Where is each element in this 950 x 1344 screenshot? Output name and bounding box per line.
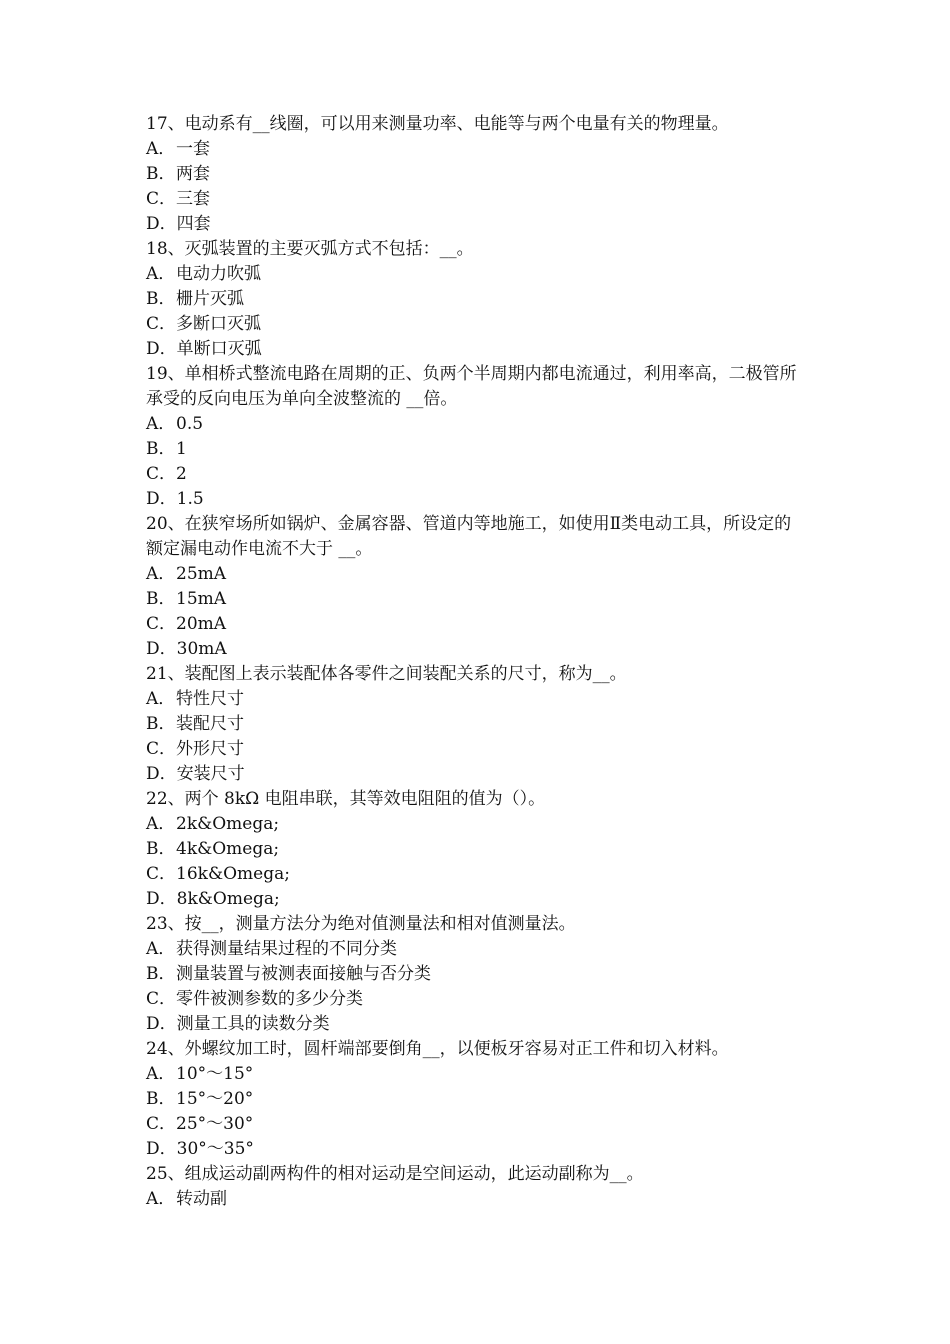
option-letter: B． [146,714,176,734]
question-20-option-a [146,562,808,587]
option-letter: D． [146,889,177,909]
option-letter: A． [146,1064,176,1084]
option-text: 栅片灭弧 [176,289,244,309]
option-text: 15mA [176,589,227,609]
option-text: 特性尺寸 [176,689,244,709]
question-21-option-a [146,687,808,712]
question-21-text: 21、装配图上表示装配体各零件之间装配关系的尺寸，称为__。 [146,664,627,684]
option-text: 单断口灭弧 [176,339,262,359]
option-text: 多断口灭弧 [176,314,262,334]
question-22-text: 22、两个 8kΩ 电阻串联，其等效电阻阻的值为（）。 [146,789,546,809]
option-text: 外形尺寸 [176,739,245,759]
option-letter: D． [146,339,177,359]
option-letter: A． [146,689,176,709]
option-letter: D． [146,1139,177,1159]
option-letter: C． [146,614,177,634]
option-text: 测量装置与被测表面接触与否分类 [176,964,431,984]
question-23-option-b [146,962,808,987]
question-19-option-d [146,487,808,512]
option-text: 转动副 [176,1189,227,1209]
question-19-option-a [146,412,808,437]
question-22-option-c [146,862,808,887]
question-20-option-b [146,587,808,612]
question-24-option-d [146,1137,808,1162]
question-23-text: 23、按__，测量方法分为绝对值测量法和相对值测量法。 [146,914,576,934]
option-text: 2 [176,464,187,484]
option-letter: C． [146,464,177,484]
option-letter: B． [146,439,176,459]
question-17-option-c [146,187,808,212]
option-text: 装配尺寸 [176,714,244,734]
question-20-option-d [146,637,808,662]
question-23-option-d [146,1012,808,1037]
option-letter: C． [146,314,177,334]
question-20-text: 20、在狭窄场所如锅炉、金属容器、管道内等地施工，如使用Ⅱ类电动工具，所设定的额定漏电动作电流不大于 __。 [146,514,792,559]
option-letter: A． [146,1189,176,1209]
option-letter: C． [146,739,177,759]
option-letter: B． [146,164,176,184]
option-letter: C． [146,864,177,884]
option-text: 安装尺寸 [176,764,245,784]
question-list [146,112,808,1212]
option-letter: D． [146,489,177,509]
option-text: 10°～15° [176,1064,254,1084]
option-text: 电动力吹弧 [176,264,261,284]
option-text: 16k&Omega; [176,864,290,884]
question-22-option-d [146,887,808,912]
option-letter: A． [146,564,176,584]
question-18-option-a [146,262,808,287]
question-17-option-a [146,137,808,162]
option-text: 四套 [176,214,211,234]
question-21-option-d [146,762,808,787]
question-19-option-b [146,437,808,462]
question-23-option-c [146,987,808,1012]
question-18-option-c [146,312,808,337]
question-22-option-b [146,837,808,862]
question-22-option-a [146,812,808,837]
option-text: 30°～35° [176,1139,254,1159]
option-letter: A． [146,414,176,434]
option-letter: D． [146,764,177,784]
option-letter: D． [146,639,177,659]
option-text: 两套 [176,164,210,184]
question-18-option-d [146,337,808,362]
option-text: 30mA [176,639,227,659]
option-text: 25mA [176,564,227,584]
option-text: 2k&Omega; [176,814,280,834]
option-text: 零件被测参数的多少分类 [176,989,364,1009]
question-24-text: 24、外螺纹加工时，圆杆端部要倒角__，以便板牙容易对正工件和切入材料。 [146,1039,729,1059]
question-24-option-a [146,1062,808,1087]
question-17-text: 17、电动系有__线圈，可以用来测量功率、电能等与两个电量有关的物理量。 [146,114,729,134]
question-18-option-b [146,287,808,312]
option-text: 测量工具的读数分类 [176,1014,330,1034]
option-text: 1 [176,439,187,459]
option-text: 15°～20° [176,1089,254,1109]
option-letter: B． [146,1089,176,1109]
question-23-option-a [146,937,808,962]
question-25-text: 25、组成运动副两构件的相对运动是空间运动，此运动副称为__。 [146,1164,644,1184]
question-19-option-c [146,462,808,487]
option-letter: B． [146,289,176,309]
question-21-option-c [146,737,808,762]
option-letter: C． [146,189,177,209]
question-20-option-c [146,612,808,637]
option-text: 一套 [176,139,210,159]
option-letter: D． [146,1014,177,1034]
option-text: 8k&Omega; [176,889,280,909]
option-letter: A． [146,939,176,959]
question-17-option-d [146,212,808,237]
option-text: 4k&Omega; [176,839,280,859]
option-letter: B． [146,589,176,609]
question-25-option-a [146,1187,808,1212]
option-letter: D． [146,214,177,234]
option-text: 获得测量结果过程的不同分类 [176,939,397,959]
option-text: 1.5 [176,489,204,509]
option-letter: A． [146,264,176,284]
option-text: 0.5 [176,414,204,434]
question-21-option-b [146,712,808,737]
option-text: 三套 [176,189,211,209]
option-letter: B． [146,964,176,984]
option-text: 20mA [176,614,227,634]
option-letter: A． [146,814,176,834]
question-24-option-c [146,1112,808,1137]
option-text: 25°～30° [176,1114,254,1134]
option-letter: C． [146,1114,177,1134]
option-letter: A． [146,139,176,159]
option-letter: B． [146,839,176,859]
question-18-text: 18、灭弧装置的主要灭弧方式不包括：__。 [146,239,474,259]
question-19-text: 19、单相桥式整流电路在周期的正、负两个半周期内都电流通过，利用率高，二极管所承受的反向电压为单向全波整流的 __倍。 [146,364,797,409]
option-letter: C． [146,989,177,1009]
question-17-option-b [146,162,808,187]
question-24-option-b [146,1087,808,1112]
